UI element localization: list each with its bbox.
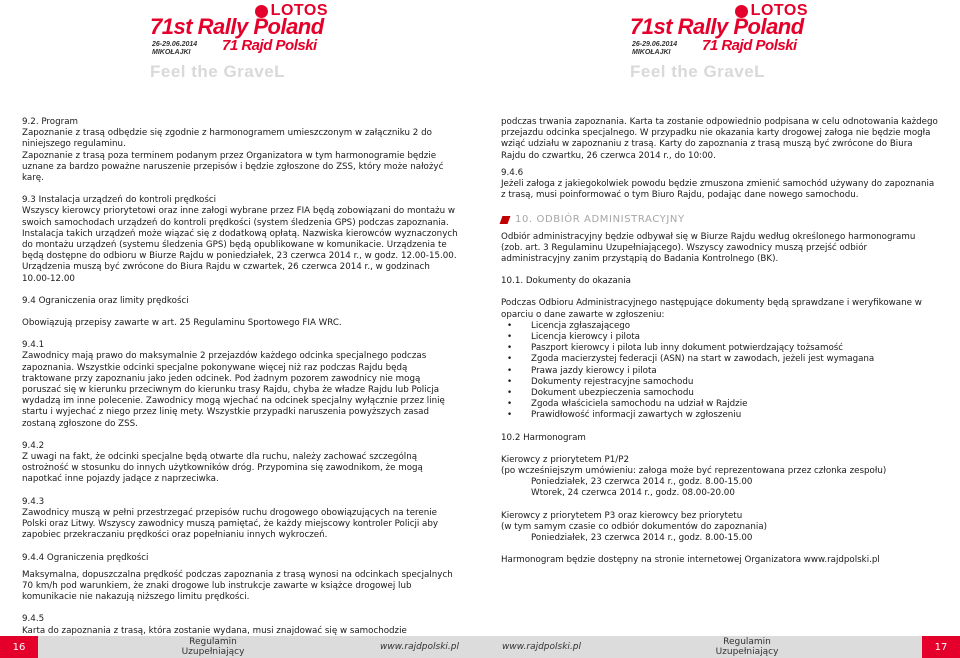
paragraph: Zawodnicy mają prawo do maksymalnie 2 przejazdów każdego odcinka specjalnego podczas zapoznania. Wszystkie odcinki specjalne pokonywane więcej niż raz podczas Rajdu będą traktowane przy zapoznaniu jako jeden odcinek. Pod żadnym pozorem zawodnicy nie mogą poruszać się w kierunku przeciwnym do kierunku trasy Rajdu, chyba że władze Rajdu lub Policja wydadzą im inne polecenie. Zawodnicy mogą wjechać na odcinek specjalny wyłącznie przez linię startu i wyjechać z niego przez linię mety. Wszystkie przypadki naruszenia powyższych zasad zostaną zgłoszone do ZSS. <box>22 351 445 429</box>
list-item: • Licencja zgłaszającego <box>501 321 939 332</box>
priority-p3-title: Kierowcy z priorytetem P3 oraz kierowcy bez priorytetu <box>501 510 743 521</box>
footer-left <box>0 636 480 658</box>
section-9-4-1-title: 9.4.1 <box>22 340 45 351</box>
paragraph: podczas trwania zapoznania. Karta ta zostanie odpowiednio podpisana w celu odnotowania każdego przejazdu odcinka specjalnego. W przypadku nie okazania karty drogowej załoga nie będzie mogła wziąć udziału w zapoznaniu z trasą. Karty do zapoznania z trasą muszą być zwrócone do Biura Rajdu do czwartku, 26 czerwca 2014 r., do 10:00. <box>501 117 938 161</box>
paragraph: Maksymalna, dopuszczalna prędkość podczas zapoznania z trasą wynosi na odcinkach specjalnych 70 km/h pod warunkiem, że znaki drogowe lub instrukcje zawarte w książce drogowej lub komunikacie nie nakazują niższego limitu prędkości. <box>22 569 453 603</box>
section-9-4-5-title: 9.4.5 <box>22 614 45 625</box>
rally-dates <box>632 41 677 57</box>
footer-right <box>480 636 960 658</box>
paragraph: Obowiązują przepisy zawarte w art. 25 Regulaminu Sportowego FIA WRC. <box>22 318 342 329</box>
page-number-right: 17 <box>922 636 960 658</box>
paragraph: Odbiór administracyjny będzie odbywał się w Biurze Rajdu według określonego harmonogramu (zob. art. 3 Regulaminu Uzupełniającego). Wszyscy zawodnicy muszą przejść odbiór administracyjny zanim przystąpią do Badania Kontrolnego (BK). <box>501 231 916 265</box>
section-9-4-2-title: 9.4.2 <box>22 440 45 451</box>
lotos-wordmark: LOTOS <box>750 2 808 19</box>
header-right <box>630 0 810 84</box>
priority-p1p2-title: Kierowcy z priorytetem P1/P2 <box>501 454 629 465</box>
rally-date: 26-29.06.2014 <box>152 41 198 48</box>
rally-logo-line1: 71st Rally Poland <box>630 14 804 39</box>
schedule-time: Wtorek, 24 czerwca 2014 r., godz. 08.00-20.00 <box>531 488 735 499</box>
list-item: • Dokument ubezpieczenia samochodu <box>501 388 939 399</box>
left-page-text <box>22 117 459 637</box>
list-item: • Zgoda macierzystej federacji (ASN) na start w zawodach, jeżeli jest wymagana <box>501 354 939 365</box>
priority-p3-note: (w tym samym czasie co odbiór dokumentów do zapoznania) <box>501 521 767 532</box>
lotos-wordmark: LOTOS <box>270 2 328 19</box>
section-10-2-title: 10.2 Harmonogram <box>501 432 586 443</box>
section-9-4-4-title: 9.4.4 Ograniczenia prędkości <box>22 552 149 563</box>
section-10-heading-text: 10. ODBIÓR ADMINISTRACYJNY <box>515 214 685 226</box>
right-page-text <box>501 117 939 567</box>
documents-list <box>501 321 939 422</box>
section-9-4-title: 9.4 Ograniczenia oraz limity prędkości <box>22 295 189 306</box>
rally-location: MIKOŁAJKI <box>632 49 671 56</box>
rally-logo-line1: 71st Rally Poland <box>150 14 324 39</box>
schedule-time: Poniedziałek, 23 czerwca 2014 r., godz. 8.00-15.00 <box>531 477 753 488</box>
section-9-3-title: 9.3 Instalacja urządzeń do kontroli prędkości <box>22 195 217 206</box>
list-item: • Zgoda właściciela samochodu na udział w Rajdzie <box>501 399 939 410</box>
paragraph: Karta do zapoznania z trasą, która zostanie wydana, musi znajdować się w samochodzie <box>22 625 407 636</box>
list-item: • Prawidłowość informacji zawartych w zgłoszeniu <box>501 410 939 421</box>
section-9-4-6-title: 9.4.6 <box>501 167 524 178</box>
footer-doc-title <box>163 637 263 657</box>
rally-logo-line2: 71 Rajd Polski <box>702 37 797 54</box>
rally-date: 26-29.06.2014 <box>632 41 678 48</box>
footer-title-line2: Uzupełniający <box>715 647 779 657</box>
section-9-2-title: 9.2. Program <box>22 117 78 127</box>
tagline: Feel the GraveL <box>150 62 286 81</box>
page-number-left: 16 <box>0 636 38 658</box>
footer-title-line2: Uzupełniający <box>181 647 245 657</box>
rally-location: MIKOŁAJKI <box>152 49 191 56</box>
tagline: Feel the GraveL <box>630 62 766 81</box>
schedule-time: Poniedziałek, 23 czerwca 2014 r., godz. 8.00-15.00 <box>531 533 753 544</box>
paragraph: Podczas Odbioru Administracyjnego następujące dokumenty będą sprawdzane i weryfikowane w oparciu o dane zawarte w zgłoszeniu: <box>501 298 922 320</box>
paragraph: Wszyscy kierowcy priorytetowi oraz inne załogi wybrane przez FIA będą zobowiązani do montażu w swoich samochodach urządzeń do kontroli prędkości (system śledzenia GPS) podczas zapoznania. Instalacja takich urządzeń może wiązać się z dodatkową opłatą. Nazwiska kierowców wyznaczonych do montażu urządzeń (systemu śledzenia GPS) będą opublikowane w komunikacie. Urządzenia te będą dostępne do odbioru w Biurze Rajdu w poniedziałek, 23 czerwca 2014 r., w godz. 12.00-15.00. Urządzenia muszą być zwrócone do Biura Rajdu w czwartek, 26 czerwca 2014 r., w godzinach 10.00-12.00 <box>22 206 458 284</box>
header-left <box>150 0 330 84</box>
footer <box>0 636 960 658</box>
pen-icon <box>500 216 511 224</box>
rally-logo-line2: 71 Rajd Polski <box>222 37 317 54</box>
footer-title-line1: Regulamin <box>723 637 771 647</box>
paragraph: Jeżeli załoga z jakiegokolwiek powodu będzie zmuszona zmienić samochód używany do zapoznania z trasą, musi poinformować o tym Biuro Rajdu, podając dane nowego samochodu. <box>501 179 935 201</box>
paragraph: Zawodnicy muszą w pełni przestrzegać przepisów ruchu drogowego obowiązujących na terenie Polski oraz Litwy. Wszyscy zawodnicy muszą pamiętać, że każdy miejscowy kontroler Policji aby zapobiec przekraczaniu prędkości oraz popełnianiu innych wykroczeń. <box>22 507 439 541</box>
footer-title-line1: Regulamin <box>189 637 237 647</box>
paragraph: Z uwagi na fakt, że odcinki specjalne będą otwarte dla ruchu, należy zachować szczególną ostrożność w stosunku do innych użytkowników dróg. Przypomina się zawodnikom, że mogą napotkać inne pojazdy jadące z naprzeciwka. <box>22 452 423 485</box>
footer-doc-title <box>697 637 797 657</box>
paragraph: Zapoznanie z trasą odbędzie się zgodnie z harmonogramem umieszczonym w załączniku 2 do niniejszego regulaminu. <box>22 128 432 150</box>
paragraph: Zapoznanie z trasą poza terminem podanym przez Organizatora w tym harmonogramie będzie uznane za bardzo poważne naruszenie przepisów i będzie zgłoszone do ZSS, który może nałożyć karę. <box>22 150 444 184</box>
list-item: • Prawa jazdy kierowcy i pilota <box>501 366 939 377</box>
list-item: • Paszport kierowcy i pilota lub inny dokument potwierdzający tożsamość <box>501 343 939 354</box>
rally-dates <box>152 41 197 57</box>
priority-p1p2-note: (po wcześniejszym umówieniu: załoga może być reprezentowana przez członka zespołu) <box>501 466 887 477</box>
list-item: • Licencja kierowcy i pilota <box>501 332 939 343</box>
section-10-heading <box>501 214 939 225</box>
closing-paragraph: Harmonogram będzie dostępny na stronie internetowej Organizatora www.rajdpolski.pl <box>501 555 880 566</box>
footer-url-link[interactable]: www.rajdpolski.pl <box>380 642 459 652</box>
section-10-1-title: 10.1. Dokumenty do okazania <box>501 276 631 287</box>
list-item: • Dokumenty rejestracyjne samochodu <box>501 377 939 388</box>
footer-url-link[interactable]: www.rajdpolski.pl <box>502 642 581 652</box>
section-9-4-3-title: 9.4.3 <box>22 496 45 507</box>
